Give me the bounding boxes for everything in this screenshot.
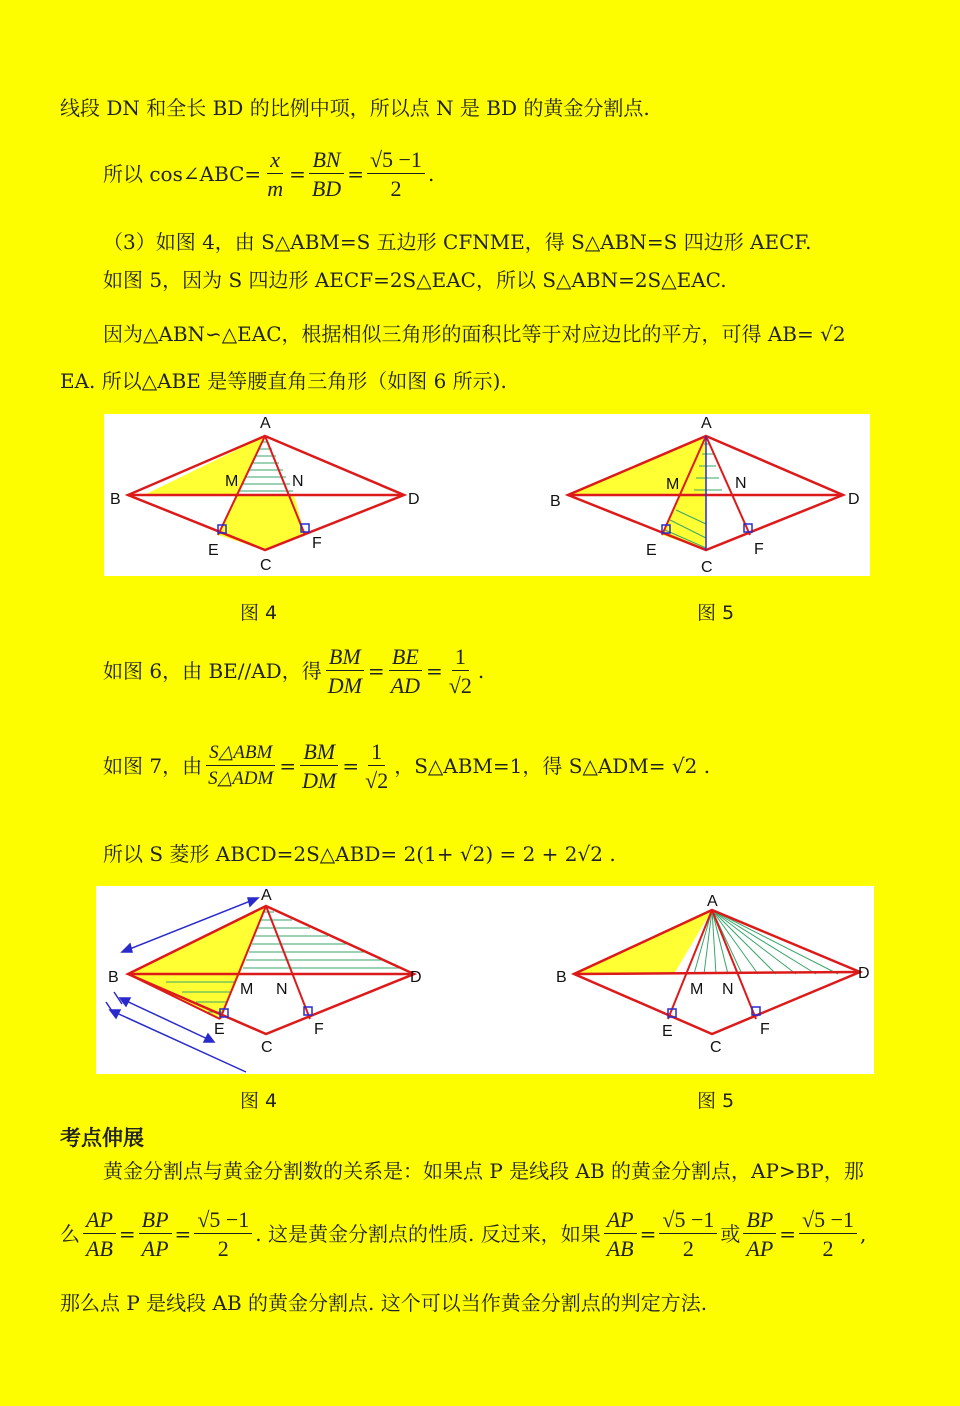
svg-text:E: E	[214, 1021, 225, 1038]
fraction-1-sqrt2: $\frac{1}{√2}$	[448, 644, 472, 699]
text-line-3: （3）如图 4，由 S△ABM=S 五边形 CFNME，得 S△ABN=S 四边形 AECF.	[103, 230, 812, 254]
svg-text:N: N	[276, 981, 288, 998]
svg-text:D: D	[848, 491, 860, 508]
svg-text:F: F	[754, 541, 764, 558]
fraction-bn-bd: $\frac{BN}{BD}$	[309, 148, 344, 200]
fraction-golden: $\frac{√5 -1}{2}$	[367, 148, 425, 200]
svg-text:D: D	[408, 491, 420, 508]
golden-ratio-formula: 么 $\frac{AP}{AB}$ = $\frac{BP}{AP}$ = $\frac{√5 -1}{2}$ . 这是黄金分割点的性质. 反过来，如果 $\frac{AP}{AB}$ = $\frac{√5 -1}{2}$ 或 $\frac{BP}{AP}$ = $\frac{√5 -1}{2}$ ,	[60, 1207, 867, 1262]
fraction-1-sqrt2-2: $\frac{1}{√2}$	[365, 739, 389, 794]
fraction-golden-3: $\frac{√5 -1}{2}$	[799, 1208, 857, 1260]
fraction-ap-ab-2: $\frac{AP}{AB}$	[604, 1208, 637, 1260]
label-a: A	[260, 415, 271, 432]
section-heading: 考点伸展	[60, 1126, 144, 1150]
text-line-1: 线段 DN 和全长 BD 的比例中项，所以点 N 是 BD 的黄金分割点.	[60, 96, 650, 120]
svg-text:N: N	[292, 473, 304, 490]
caption-fig4-top: 图 4	[240, 602, 278, 624]
fraction-bp-ap-2: $\frac{BP}{AP}$	[743, 1208, 776, 1260]
fraction-golden-2: $\frac{√5 -1}{2}$	[659, 1208, 717, 1260]
svg-text:M: M	[240, 981, 254, 998]
figure-row-1	[104, 414, 870, 576]
text-line-6: EA. 所以△ABE 是等腰直角三角形（如图 6 所示).	[60, 369, 507, 393]
fraction-area-ratio: $\frac{\text{S△ABM}}{\text{S△ADM}}$	[208, 742, 274, 790]
svg-text:E: E	[646, 542, 657, 559]
formula-fig6: 如图 6，由 BE//AD，得 $\frac{BM}{DM}$ = $\frac{BE}{AD}$ = $\frac{1}{√2}$ .	[103, 644, 485, 699]
svg-text:E: E	[662, 1023, 673, 1040]
svg-text:F: F	[760, 1021, 770, 1038]
cos-prefix: 所以 cos∠ABC=	[103, 162, 262, 187]
svg-text:B: B	[110, 491, 121, 508]
svg-text:F: F	[314, 1021, 324, 1038]
fraction-bm-dm-2: $\frac{BM}{DM}$	[302, 739, 337, 794]
caption-fig4-bottom: 图 4	[240, 1090, 278, 1112]
figure-row-2	[96, 886, 874, 1074]
svg-text:M: M	[225, 473, 239, 490]
svg-text:A: A	[261, 887, 272, 904]
svg-text:D: D	[858, 965, 870, 982]
svg-text:F: F	[312, 535, 322, 552]
fraction-ap-ab: $\frac{AP}{AB}$	[83, 1208, 116, 1260]
figure-4-top	[110, 415, 420, 574]
figure-4-and-5-top	[104, 414, 870, 576]
caption-fig5-top: 图 5	[697, 602, 735, 624]
svg-text:B: B	[550, 493, 561, 510]
svg-text:A: A	[707, 893, 718, 910]
svg-text:B: B	[108, 969, 119, 986]
svg-text:M: M	[666, 476, 680, 493]
text-line-5: 因为△ABN∽△EAC，根据相似三角形的面积比等于对应边比的平方，可得 AB= √2	[103, 322, 846, 346]
figure-4-bottom	[106, 887, 422, 1072]
fraction-be-ad: $\frac{BE}{AD}$	[390, 644, 421, 699]
text-line-10: 黄金分割点与黄金分割数的关系是：如果点 P 是线段 AB 的黄金分割点，AP>BP，那	[103, 1159, 864, 1183]
figure-5-bottom	[556, 893, 870, 1056]
svg-text:E: E	[208, 542, 219, 559]
svg-text:C: C	[261, 1039, 273, 1056]
text-line-9: 所以 S 菱形 ABCD=2S△ABD= 2(1+ √2) = 2 + 2√2 .	[103, 842, 616, 866]
figure-5-top	[550, 415, 860, 576]
svg-text:C: C	[710, 1039, 722, 1056]
text-line-12: 那么点 P 是线段 AB 的黄金分割点. 这个可以当作黄金分割点的判定方法.	[60, 1291, 708, 1315]
svg-text:N: N	[735, 475, 747, 492]
figure-4-and-5-bottom	[96, 886, 874, 1074]
fraction-golden-1: $\frac{√5 -1}{2}$	[194, 1208, 252, 1260]
svg-text:C: C	[701, 559, 713, 576]
svg-text:M: M	[690, 981, 704, 998]
fraction-x-m: $\frac{x}{m}$	[267, 147, 284, 202]
fraction-bp-ap: $\frac{BP}{AP}$	[139, 1208, 172, 1260]
fraction-bm-dm: $\frac{BM}{DM}$	[327, 644, 362, 699]
svg-text:A: A	[701, 415, 712, 432]
caption-fig5-bottom: 图 5	[697, 1090, 735, 1112]
cos-formula: 所以 cos∠ABC= $\frac{x}{m}$ = $\frac{BN}{BD}$ = $\frac{√5 -1}{2}$ .	[103, 147, 435, 202]
svg-text:N: N	[722, 981, 734, 998]
svg-text:D: D	[410, 969, 422, 986]
svg-text:B: B	[556, 969, 567, 986]
svg-text:C: C	[260, 557, 272, 574]
formula-fig7: 如图 7，由 $\frac{\text{S△ABM}}{\text{S△ADM}}$ = $\frac{BM}{DM}$ = $\frac{1}{√2}$ ，S△ABM=1，得 S△ADM= √2 .	[103, 739, 711, 794]
text-line-4: 如图 5，因为 S 四边形 AECF=2S△EAC，所以 S△ABN=2S△EAC.	[103, 268, 727, 292]
